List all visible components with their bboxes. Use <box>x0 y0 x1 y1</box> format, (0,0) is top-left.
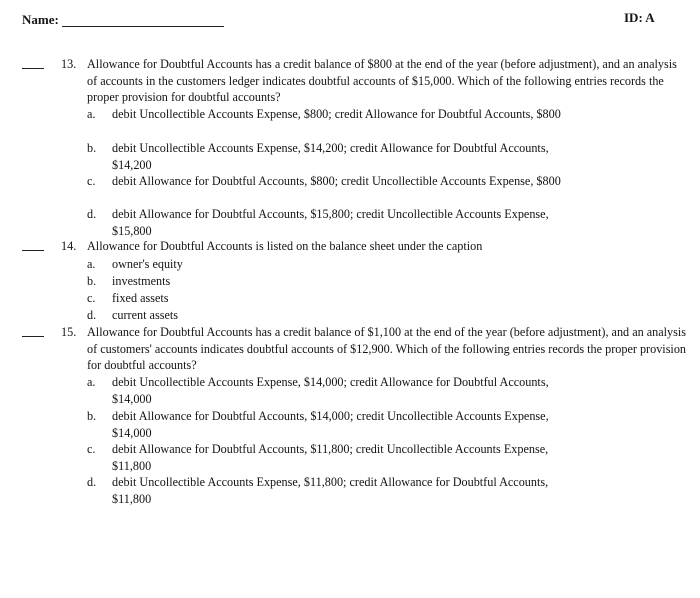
option-text: debit Uncollectible Accounts Expense, $11,800; credit Allowance for Doubtful Accounts, $11,800 <box>112 475 549 506</box>
option-letter: d. <box>87 475 97 489</box>
option-text: debit Uncollectible Accounts Expense, $14,200; credit Allowance for Doubtful Accounts, $14,200 <box>112 141 549 172</box>
question-text: Allowance for Doubtful Accounts has a credit balance of $1,100 at the end of the year (before adjustment), and an analysis of customers' accounts indicates doubtful accounts of $12,900. Which of the following entries records the proper provision for doubtful accounts? <box>87 325 687 372</box>
name-label: Name: <box>22 12 59 27</box>
option-letter: b. <box>87 274 97 288</box>
option-text: debit Uncollectible Accounts Expense, $800; credit Allowance for Doubtful Accounts, $800 <box>112 107 561 121</box>
option-letter: c. <box>87 291 96 305</box>
option-letter: b. <box>87 409 97 423</box>
option-text: debit Allowance for Doubtful Accounts, $14,000; credit Uncollectible Accounts Expense, $14,000 <box>112 409 549 440</box>
answer-blank[interactable] <box>22 68 44 69</box>
question-number: 13. <box>61 57 77 71</box>
option-letter: a. <box>87 107 96 121</box>
answer-blank[interactable] <box>22 336 44 337</box>
option-text: debit Allowance for Doubtful Accounts, $11,800; credit Uncollectible Accounts Expense, $11,800 <box>112 442 549 473</box>
option-text: debit Allowance for Doubtful Accounts, $15,800; credit Uncollectible Accounts Expense, $15,800 <box>112 207 549 238</box>
question-text: Allowance for Doubtful Accounts has a credit balance of $800 at the end of the year (before adjustment), and an analysis of accounts in the customers ledger indicates doubtful accounts of $15,000. Which of the following entries records the proper provision for doubtful accounts? <box>87 57 677 104</box>
answer-blank[interactable] <box>22 250 44 251</box>
option-letter: c. <box>87 174 96 188</box>
option-text: investments <box>112 274 171 288</box>
question-text: Allowance for Doubtful Accounts is listed on the balance sheet under the caption <box>87 239 483 253</box>
option-text: debit Uncollectible Accounts Expense, $14,000; credit Allowance for Doubtful Accounts, $14,000 <box>112 375 549 406</box>
option-text: fixed assets <box>112 291 169 305</box>
id-label: ID: A <box>624 10 655 25</box>
option-letter: a. <box>87 375 96 389</box>
question-number: 15. <box>61 325 77 339</box>
name-blank-line[interactable] <box>62 26 224 27</box>
option-letter: d. <box>87 207 97 221</box>
option-letter: a. <box>87 257 96 271</box>
option-letter: d. <box>87 308 97 322</box>
option-text: current assets <box>112 308 178 322</box>
option-text: debit Allowance for Doubtful Accounts, $800; credit Uncollectible Accounts Expense, $800 <box>112 174 561 188</box>
question-number: 14. <box>61 239 77 253</box>
option-letter: c. <box>87 442 96 456</box>
option-letter: b. <box>87 141 97 155</box>
option-text: owner's equity <box>112 257 183 271</box>
